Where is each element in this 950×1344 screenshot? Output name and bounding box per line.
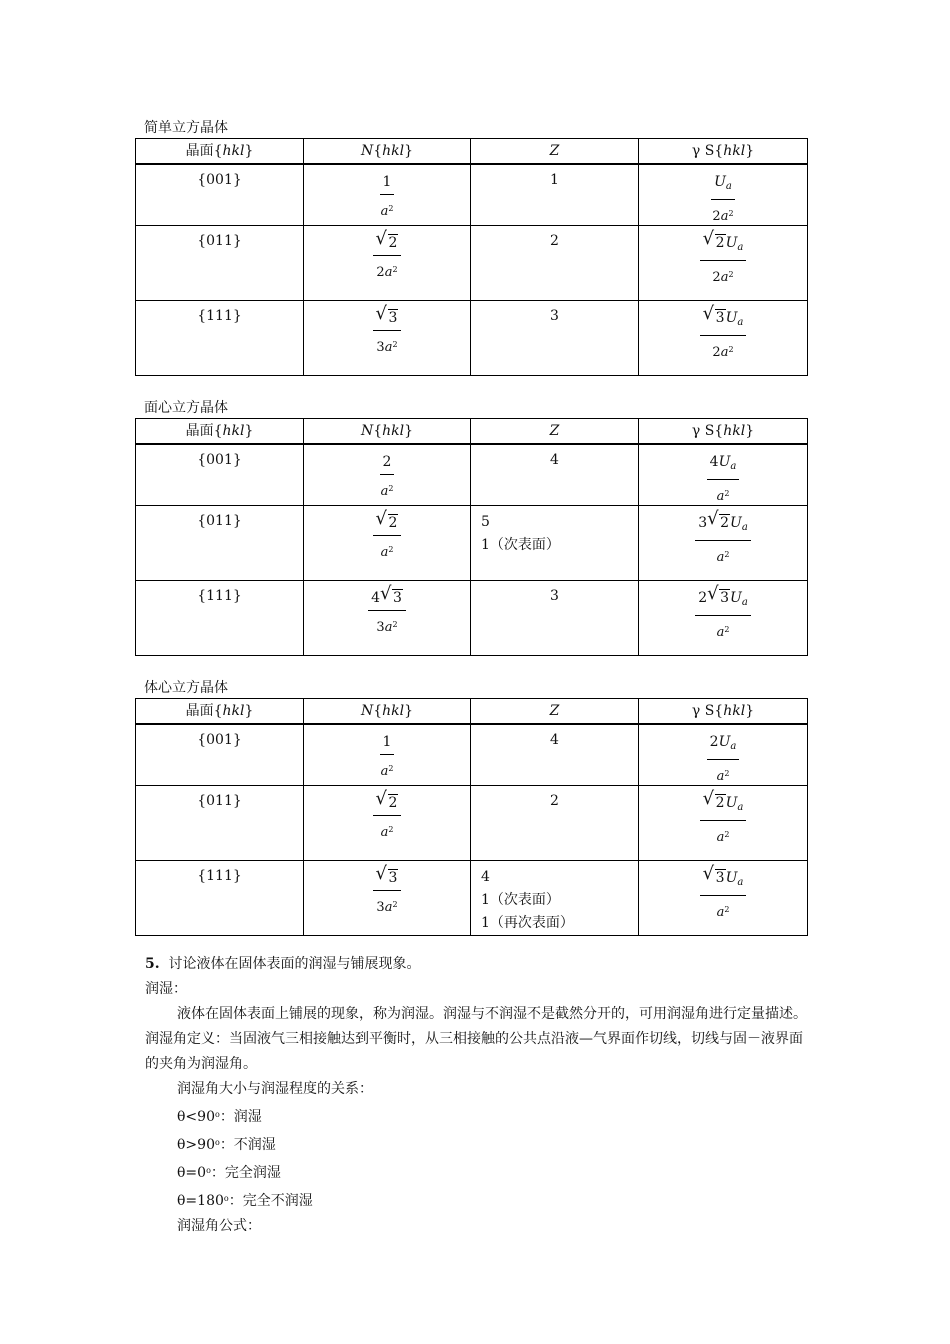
header-face: 晶面{hkl} [136,419,304,445]
n-cell [304,164,471,226]
z-cell [471,301,639,376]
table-header-row [136,699,808,725]
z-value: 5 [481,514,490,530]
table-row [136,581,808,656]
table-row [136,226,808,301]
gamma-cell [639,724,808,786]
section-heading: 润湿： [145,981,187,997]
angle-item: $\theta<90^o$：润湿 [177,1109,262,1125]
table-caption: 面心立方晶体 [144,400,228,416]
gamma-cell [639,506,808,581]
n-cell [304,226,471,301]
z-value: 3 [550,588,559,604]
z-cell [471,724,639,786]
face-cell: {111} [136,861,304,936]
crystal-table [135,698,808,936]
gamma-fraction: 2 √ $3U_a$ $a^2$ [695,588,751,641]
gamma-fraction: $\frac{2U_a}{a^2}$ [707,732,740,785]
gamma-cell [639,444,808,506]
z-value: 1（再次表面） [481,915,574,931]
angle-item: $\theta=0^o$：完全润湿 [177,1165,281,1181]
face-cell: {001} [136,444,304,506]
z-value: 3 [550,308,559,324]
header-gamma: γ S{hkl} [639,699,808,725]
z-cell [471,226,639,301]
table-row [136,164,808,226]
n-cell [304,724,471,786]
radical: √ 2 [702,788,725,811]
angle-item: $\theta=180^o$：完全不润湿 [177,1193,313,1209]
header-n: N{hkl} [304,419,471,445]
formula-heading: 润湿角公式： [177,1218,261,1234]
header-gamma: γ S{hkl} [639,419,808,445]
radical: √ 2 [375,508,398,531]
header-z: Z [471,419,639,445]
tables-area [135,110,807,958]
table-header-row [136,139,808,165]
gamma-cell [639,301,808,376]
gamma-fraction: √ $3U_a$ $a^2$ [700,868,747,921]
header-gamma: γ S{hkl} [639,139,808,165]
n-cell [304,581,471,656]
n-cell [304,861,471,936]
table-row [136,724,808,786]
radical: √ 3 [702,863,725,886]
n-fraction: √ 3 $3a^2$ [373,868,402,916]
crystal-table [135,138,808,376]
z-cell [471,164,639,226]
face-cell: {111} [136,301,304,376]
radical: √ 3 [375,863,398,886]
table-row [136,506,808,581]
table-row [136,786,808,861]
z-value: 1 [550,172,559,188]
discussion-section [145,952,815,1239]
gamma-cell [639,861,808,936]
header-face: 晶面{hkl} [136,139,304,165]
z-value: 4 [550,452,559,468]
gamma-cell [639,226,808,301]
table-row [136,301,808,376]
z-cell [471,581,639,656]
n-fraction: $\frac{2}{a^2}$ [380,454,394,499]
question-number: 5. [145,956,160,972]
gamma-fraction: √ $3U_a$ $2a^2$ [700,308,747,361]
n-fraction: √ 2 $a^2$ [373,513,402,561]
radical: √ 2 [375,788,398,811]
angle-item: $\theta>90^o$：不润湿 [177,1137,276,1153]
gamma-cell [639,164,808,226]
n-cell [304,786,471,861]
z-cell [471,444,639,506]
radical: √ 2 [707,508,730,531]
gamma-cell [639,581,808,656]
radical: √ 3 [702,303,725,326]
header-n: N{hkl} [304,139,471,165]
face-cell: {011} [136,786,304,861]
face-cell: {011} [136,506,304,581]
gamma-cell [639,786,808,861]
z-value: 1（次表面） [481,892,560,908]
radical: √ 2 [375,228,398,251]
gamma-fraction: √ $2U_a$ $2a^2$ [700,233,747,286]
z-value: 4 [550,732,559,748]
n-fraction: 4 √ 3 $3a^2$ [368,588,406,636]
question-line [145,952,815,977]
z-value: 4 [481,869,490,885]
z-cell [471,786,639,861]
definition-paragraph: 液体在固体表面上铺展的现象，称为润湿。润湿与不润湿不是截然分开的，可用润湿角进行定量描述。润湿角定义：当固液气三相接触达到平衡时，从三相接触的公共点沿液—气界面作切线，切线与固－液界面的夹角为润湿角。 [145,1006,807,1072]
gamma-fraction: $\frac{4U_a}{a^2}$ [707,452,740,505]
face-cell: {001} [136,724,304,786]
gamma-fraction: $\frac{U_a}{2a^2}$ [712,174,734,224]
header-face: 晶面{hkl} [136,699,304,725]
table-caption: 体心立方晶体 [144,680,228,696]
face-cell: {111} [136,581,304,656]
radical: √ 3 [380,583,402,606]
n-cell [304,301,471,376]
crystal-table [135,418,808,656]
n-fraction: √ 2 $2a^2$ [373,233,402,281]
n-cell [304,506,471,581]
table-header-row [136,419,808,445]
z-value: 2 [550,233,559,249]
z-cell [471,506,639,581]
face-cell: {011} [136,226,304,301]
radical: √ 3 [375,303,398,326]
header-z: Z [471,139,639,165]
n-fraction: $\frac{1}{a^2}$ [380,174,394,219]
n-fraction: √ 2 $a^2$ [373,793,402,841]
z-value: 1（次表面） [481,537,560,553]
radical: √ 3 [707,583,730,606]
question-title: 讨论液体在固体表面的润湿与铺展现象。 [168,956,421,972]
table-row [136,444,808,506]
z-value: 2 [550,793,559,809]
header-n: N{hkl} [304,699,471,725]
gamma-fraction: 3 √ $2U_a$ $a^2$ [695,513,751,566]
relation-heading: 润湿角大小与润湿程度的关系： [177,1081,373,1097]
gamma-fraction: √ $2U_a$ $a^2$ [700,793,747,846]
n-fraction: √ 3 $3a^2$ [373,308,402,356]
face-cell: {001} [136,164,304,226]
z-cell [471,861,639,936]
table-row [136,861,808,936]
n-fraction: $\frac{1}{a^2}$ [380,734,394,779]
n-cell [304,444,471,506]
radical: √ 2 [702,228,725,251]
table-caption: 简单立方晶体 [144,120,228,136]
header-z: Z [471,699,639,725]
